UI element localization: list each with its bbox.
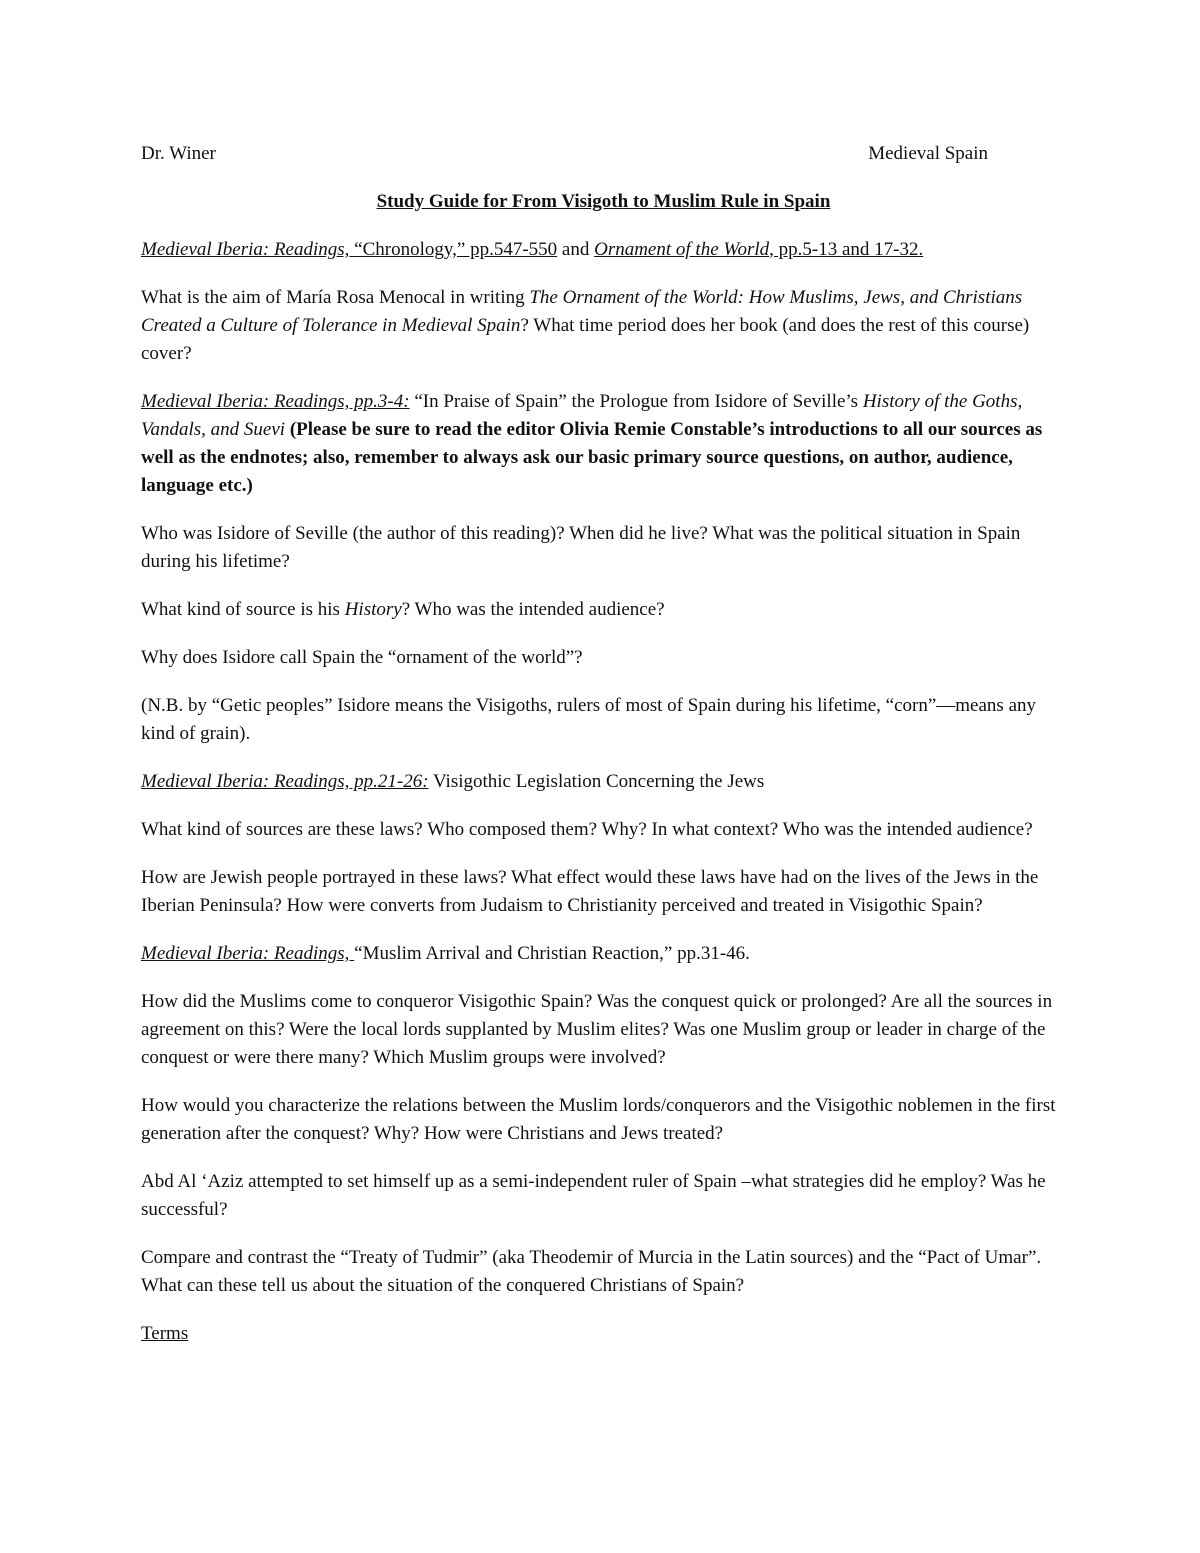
reading-reference-isidore: Medieval Iberia: Readings, pp.3-4: “In Praise of Spain” the Prologue from Isidore of Seville’s History of the Goths, Vandals, and Suevi (Please be sure to read the editor Olivia Remie Constable’s introductions to all our sources as well as the endnotes; also, remember to always ask our basic primary source questions, on author, audience, language etc.) (141, 391, 1043, 496)
question-jewish-portrayal: How are Jewish people portrayed in these laws? What effect would these laws have had on the lives of the Jews in the Iberian Peninsula? How were converts from Judaism to Christianity perceived and treated in Visigothic Spain? (141, 867, 1039, 916)
source-title: Medieval Iberia: Readings, pp.3-4: (141, 391, 410, 412)
header-row (141, 140, 1066, 168)
document-body (141, 140, 1066, 1368)
reference-connector: and (557, 239, 595, 260)
terms-heading: Terms (141, 1323, 189, 1344)
question-muslim-conquest: How did the Muslims come to conqueror Visigothic Spain? Was the conquest quick or prolonged? Are all the sources in agreement on this? Were the local lords supplanted by Muslim elites? Was one Muslim group or leader in charge of the conquest or were there many? Which Muslim groups were involved? (141, 991, 1053, 1068)
work-title: History of the Goths, Vandals, and Suevi (141, 391, 1023, 440)
source-title: Medieval Iberia: Readings, (141, 943, 355, 964)
reading-reference-visigothic-legislation: Medieval Iberia: Readings, pp.21-26: Visigothic Legislation Concerning the Jews (141, 771, 765, 792)
source-title: Medieval Iberia: Readings, (141, 239, 350, 260)
question-laws-sources: What kind of sources are these laws? Who composed them? Why? In what context? Who was the intended audience? (141, 819, 1033, 840)
reading-instructions: (Please be sure to read the editor Olivia Remie Constable’s introductions to all our sources as well as the endnotes; also, remember to always ask our basic primary source questions, on author, audience, language etc.) (141, 419, 1043, 496)
work-title: History (344, 599, 402, 620)
reference-detail: “Chronology,” pp.547-550 (349, 239, 558, 260)
document-title: Study Guide for From Visigoth to Muslim Rule in Spain (376, 191, 831, 212)
question-isidore-author: Who was Isidore of Seville (the author of this reading)? When did he live? What was the political situation in Spain during his lifetime? (141, 523, 1021, 572)
book-title: The Ornament of the World: How Muslims, Jews, and Christians Created a Culture of Tolerance in Medieval Spain (141, 287, 1023, 336)
reference-pages: , pp.5-13 and 17-32. (769, 239, 924, 260)
source-title: Medieval Iberia: Readings, pp.21-26: (141, 771, 429, 792)
question-history-source: What kind of source is his History? Who was the intended audience? (141, 599, 665, 620)
question-ornament-of-world: Why does Isidore call Spain the “ornament of the world”? (141, 647, 583, 668)
reading-reference-muslim-arrival: Medieval Iberia: Readings, “Muslim Arrival and Christian Reaction,” pp.31-46. (141, 943, 750, 964)
header-course: Medieval Spain (868, 143, 988, 164)
question-treaty-comparison: Compare and contrast the “Treaty of Tudmir” (aka Theodemir of Murcia in the Latin sources) and the “Pact of Umar”. What can these tell us about the situation of the conquered Christians of Spain? (141, 1247, 1042, 1296)
book-title: Ornament of the World (594, 239, 770, 260)
reading-reference-chronology (141, 236, 1066, 264)
question-menocal-aim: What is the aim of María Rosa Menocal in writing The Ornament of the World: How Muslims, Jews, and Christians Created a Culture of Tolerance in Medieval Spain? What time period does her book (and does the rest of this course) cover? (141, 287, 1030, 364)
question-abd-al-aziz: Abd Al ‘Aziz attempted to set himself up as a semi-independent ruler of Spain –what strategies did he employ? Was he successful? (141, 1171, 1046, 1220)
header-instructor: Dr. Winer (141, 143, 216, 164)
note-getic-peoples: (N.B. by “Getic peoples” Isidore means the Visigoths, rulers of most of Spain during his lifetime, “corn”—means any kind of grain). (141, 695, 1037, 744)
question-relations: How would you characterize the relations between the Muslim lords/conquerors and the Visigothic noblemen in the first generation after the conquest? Why? How were Christians and Jews treated? (141, 1095, 1056, 1144)
